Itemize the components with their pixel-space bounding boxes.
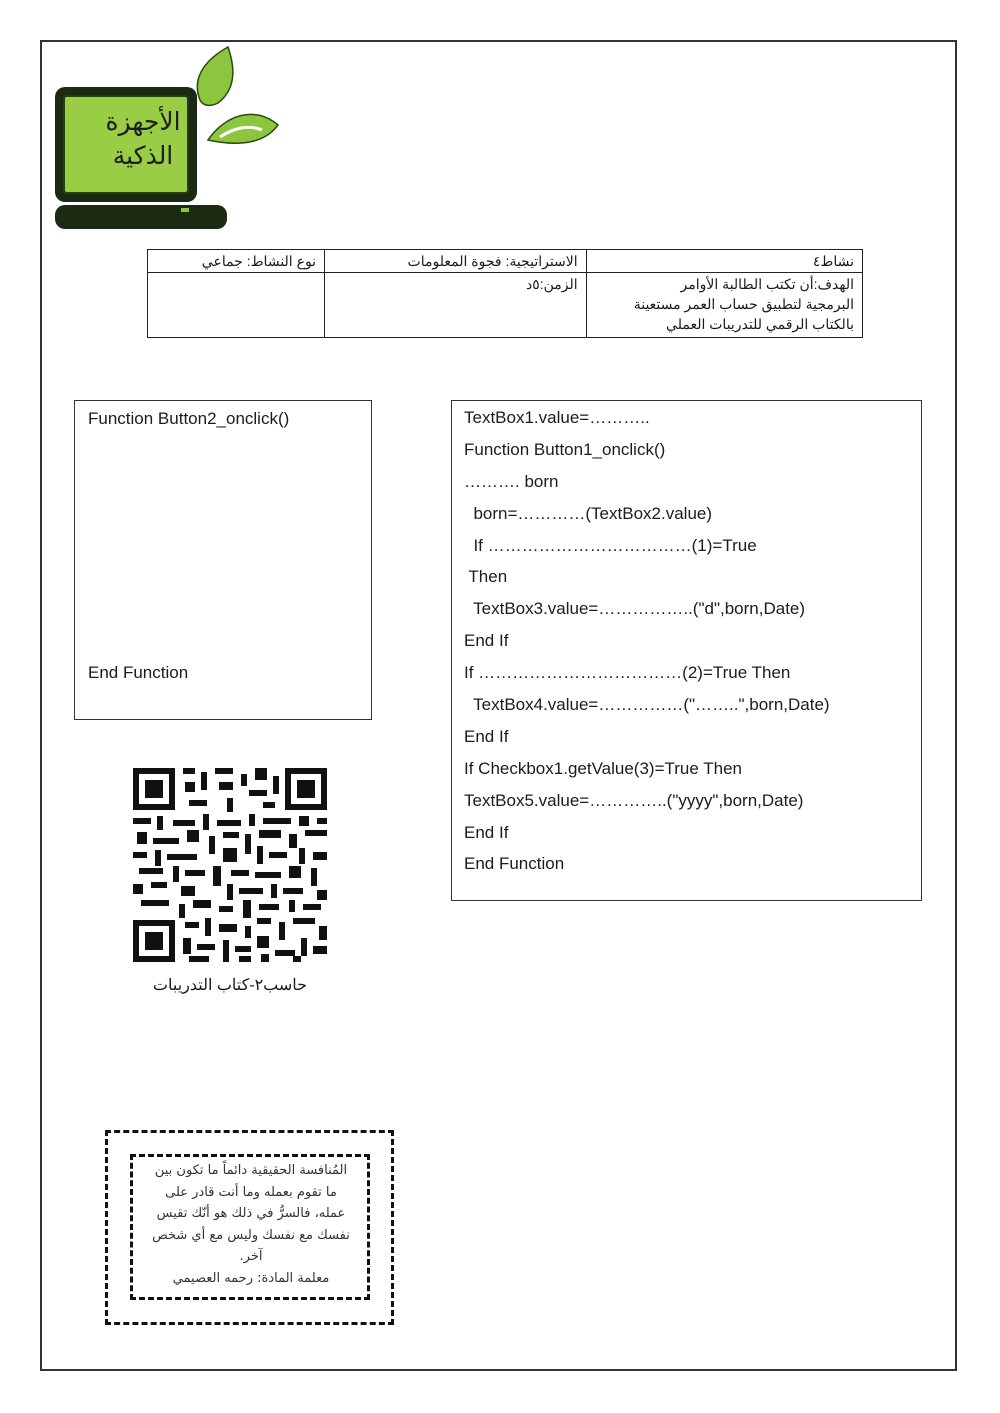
button1-code-box	[451, 400, 922, 901]
function-start-line: Function Button2_onclick()	[88, 409, 290, 428]
empty-cell	[148, 273, 325, 338]
quote-signature: معلمة المادة: رحمه العصيمي	[172, 1270, 330, 1286]
activity-type-cell: نوع النشاط: جماعي	[148, 250, 325, 273]
function-end-line: End Function	[88, 663, 189, 682]
code-line: Function Button1_onclick()	[464, 439, 666, 459]
activity-info-table	[147, 249, 863, 338]
quote-line: نفسك مع نفسك وليس مع أي شخص	[152, 1227, 350, 1243]
logo-title-line1: الأجهزة	[105, 107, 181, 136]
quote-line: المُنافسة الحقيقية دائماً ما تكون بين	[154, 1163, 348, 1178]
qr-code[interactable]	[133, 768, 327, 967]
logo-title	[68, 105, 218, 173]
code-line: TextBox5.value=…………..("yyyy",born,Date)	[464, 790, 804, 810]
button2-code-box	[74, 400, 372, 720]
code-line: If ………………………………(2)=True Then	[464, 663, 791, 683]
goal-line: البرمجية لتطبيق حساب العمر مستعينة	[633, 296, 854, 312]
quote-line: آخر.	[239, 1249, 263, 1265]
code-line: End Function	[464, 854, 565, 874]
code-line: TextBox4.value=……………("……..",born,Date)	[464, 695, 830, 715]
goal-cell	[586, 273, 862, 338]
code-line: TextBox1.value=………..	[464, 408, 650, 427]
quote-line: ما تقوم بعمله وما أنت قادر على	[165, 1184, 337, 1200]
code-line: Then	[464, 567, 508, 587]
quote-line: عمله، فالسرُّ في ذلك هو أنّك تقيس	[156, 1206, 346, 1222]
code-line: TextBox3.value=……………..("d",born,Date)	[464, 599, 806, 619]
code-line: End If	[464, 726, 509, 746]
time-cell: الزمن:٥د	[325, 273, 587, 338]
code-line: End If	[464, 822, 509, 842]
code-line: born=…………(TextBox2.value)	[464, 503, 713, 523]
activity-number-cell: نشاط٤	[586, 250, 862, 273]
logo-title-line2: الذكية	[112, 141, 174, 170]
goal-line: بالكتاب الرقمي للتدريبات العملي	[666, 316, 854, 332]
code-line: If ………………………………(1)=True	[464, 535, 757, 555]
motivational-quote	[138, 1160, 364, 1290]
qr-caption: حاسب٢-كتاب التدريبات	[152, 977, 308, 994]
smart-devices-logo	[50, 45, 290, 235]
code-line: ………. born	[464, 471, 559, 491]
strategy-cell: الاستراتيجية: فجوة المعلومات	[325, 250, 587, 273]
qr-code-icon	[133, 768, 327, 962]
goal-line: الهدف:أن تكتب الطالبة الأوامر	[680, 276, 854, 292]
code-line: End If	[464, 631, 509, 651]
code-line: If Checkbox1.getValue(3)=True Then	[464, 758, 742, 778]
